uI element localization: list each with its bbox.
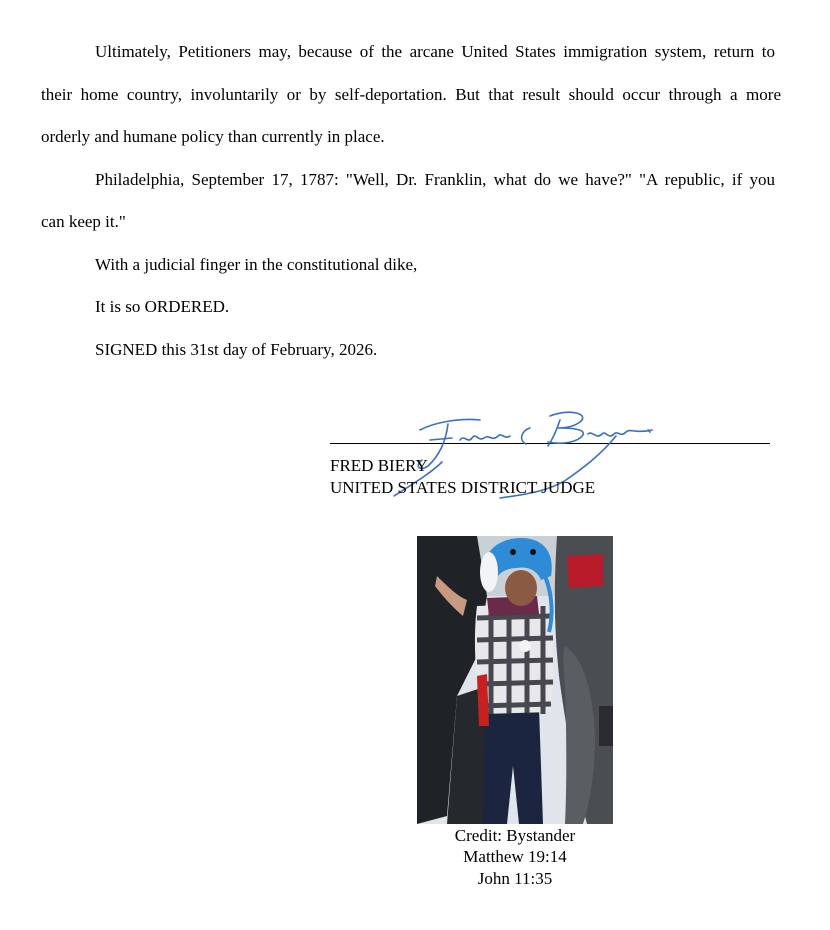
verse-john: John 11:35 xyxy=(477,869,553,888)
paragraph-2-line-2: can keep it." xyxy=(41,212,126,231)
paragraph-ordered: It is so ORDERED. xyxy=(95,297,230,316)
judge-name: FRED BIERY xyxy=(330,456,428,475)
photo-credit: Credit: Bystander xyxy=(454,826,576,845)
paragraph-signed-date: SIGNED this 31st day of February, 2026. xyxy=(95,340,378,359)
child-photo xyxy=(417,536,613,824)
judge-title: UNITED STATES DISTRICT JUDGE xyxy=(330,478,596,497)
paragraph-1-line-2: their home country, involuntarily or by self-deportation. But that result should occur through a more xyxy=(41,85,781,104)
paragraph-2-line-1: Philadelphia, September 17, 1787: "Well, Dr. Franklin, what do we have?" "A republic, if you xyxy=(95,170,775,189)
paragraph-1-line-3: orderly and humane policy than currently in place. xyxy=(41,127,385,146)
verse-matthew: Matthew 19:14 xyxy=(463,847,567,866)
paragraph-3: With a judicial finger in the constitutional dike, xyxy=(95,255,418,274)
paragraph-1-line-1: Ultimately, Petitioners may, because of the arcane United States immigration system, return to xyxy=(95,42,775,61)
